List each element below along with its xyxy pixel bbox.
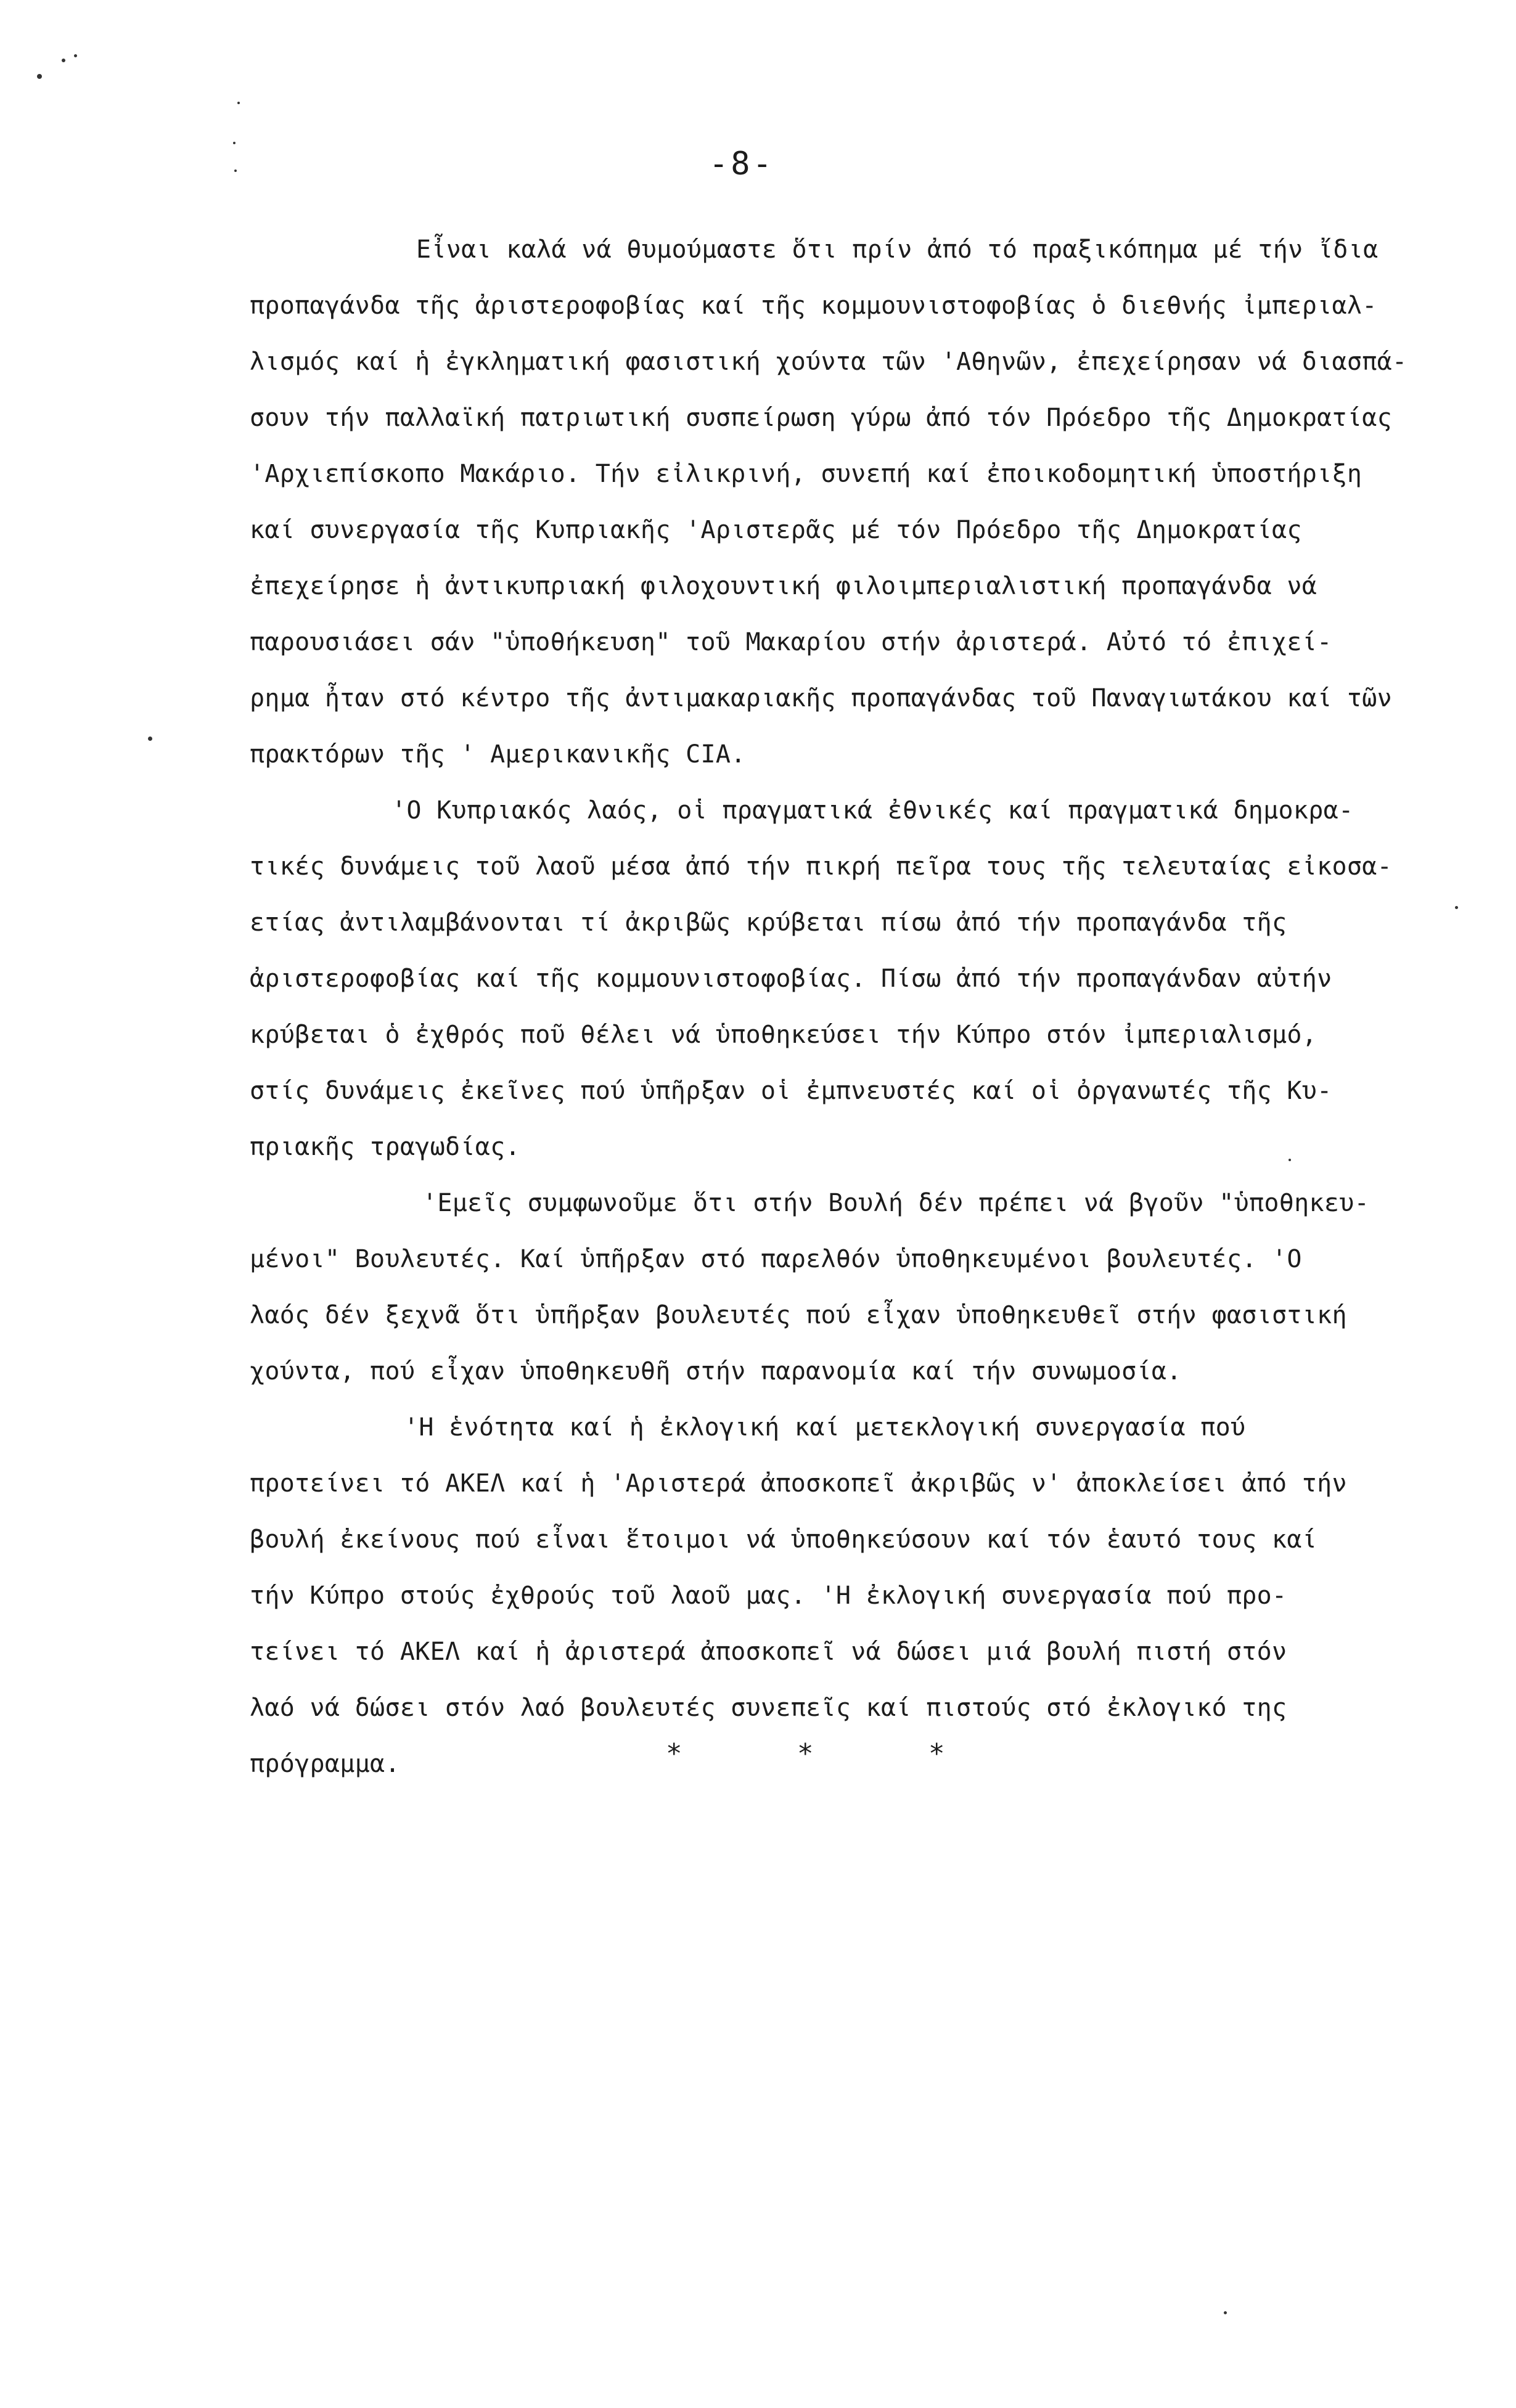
scan-speck [74,54,77,57]
document-body [250,222,1421,1792]
text-line: τείνει τό ΑΚΕΛ καί ἡ ἀριστερά ἀποσκοπεῖ νά δώσει μιά βουλή πιστή στόν [250,1638,1287,1666]
text-line: λαό νά δώσει στόν λαό βουλευτές συνεπεῖς καί πιστούς στό ἐκλογικό της [250,1694,1287,1722]
text-line: λισμός καί ἡ ἐγκληματική φασιστική χούντα τῶν 'Αθηνῶν, ἐπεχείρησαν νά διασπά- [250,348,1407,376]
text-line: ρημα ἦταν στό κέντρο τῆς ἀντιμακαριακῆς προπαγάνδας τοῦ Παναγιωτάκου καί τῶν [250,684,1393,712]
text-line: 'Εμεῖς συμφωνοῦμε ὅτι στήν Βουλή δέν πρέπει νά βγοῦν "ὑποθηκευ- [422,1189,1370,1217]
text-line: σουν τήν παλλαϊκή πατριωτική συσπείρωση γύρω ἀπό τόν Πρόεδρο τῆς Δημοκρατίας [250,404,1393,432]
text-line: ἀριστεροφοβίας καί τῆς κομμουνιστοφοβίας. Πίσω ἀπό τήν προπαγάνδαν αὐτήν [250,965,1332,993]
text-line: κρύβεται ὁ ἐχθρός ποῦ θέλει νά ὑποθηκεύσει τήν Κύπρο στόν ἰμπεριαλισμό, [250,1021,1317,1049]
text-line: μένοι" Βουλευτές. Καί ὑπῆρξαν στό παρελθόν ὑποθηκευμένοι βουλευτές. 'Ο [250,1245,1302,1273]
text-line: προτείνει τό ΑΚΕΛ καί ἡ 'Αριστερά ἀποσκοπεῖ ἀκριβῶς ν' ἀποκλείσει ἀπό τήν [250,1469,1347,1498]
text-line: στίς δυνάμεις ἐκεῖνες πού ὑπῆρξαν οἱ ἐμπνευστές καί οἱ ὀργανωτές τῆς Κυ- [250,1077,1332,1105]
page-number: -8- [709,145,774,182]
text-line: ετίας ἀντιλαμβάνονται τί ἀκριβῶς κρύβεται πίσω ἀπό τήν προπαγάνδα τῆς [250,908,1287,937]
scan-speck [148,737,152,741]
paragraph-1 [250,222,1421,783]
text-line: 'Η ἑνότητα καί ἡ ἐκλογική καί μετεκλογική συνεργασία πού [404,1413,1246,1442]
text-line: ἐπεχείρησε ἡ ἀντικυπριακή φιλοχουντική φιλοιμπεριαλιστική προπαγάνδα νά [250,572,1317,600]
text-line: χούντα, πού εἶχαν ὑποθηκευθῆ στήν παρανομία καί τήν συνωμοσία. [250,1357,1182,1386]
scan-speck [1224,2311,1227,2314]
text-line: τικές δυνάμεις τοῦ λαοῦ μέσα ἀπό τήν πικρή πεῖρα τους τῆς τελευταίας εἰκοσα- [250,852,1393,881]
text-line: πριακῆς τραγωδίας. [250,1133,520,1161]
scan-speck [237,102,240,104]
scan-speck [233,142,236,144]
scan-speck [62,59,65,62]
paragraph-2 [250,783,1421,1175]
paragraph-4 [250,1400,1421,1792]
scan-speck [1289,1159,1291,1161]
scan-speck [1455,906,1458,909]
text-line: 'Ο Κυπριακός λαός, οἱ πραγματικά ἐθνικές καί πραγματικά δημοκρα- [391,796,1354,825]
text-line: πρόγραμμα. [250,1750,400,1778]
text-line: παρουσιάσει σάν "ὑποθήκευση" τοῦ Μακαρίου στήν ἀριστερά. Αὐτό τό ἐπιχεί- [250,628,1332,656]
section-separator: * * * [666,1738,994,1769]
scan-speck [234,169,237,172]
paragraph-3 [250,1175,1421,1400]
text-line: 'Αρχιεπίσκοπο Μακάριο. Τήν εἰλικρινή, συνεπή καί ἐποικοδομητική ὑποστήριξη [250,460,1362,488]
text-line: λαός δέν ξεχνᾶ ὅτι ὑπῆρξαν βουλευτές πού εἶχαν ὑποθηκευθεῖ στήν φασιστική [250,1301,1347,1329]
text-line: τήν Κύπρο στούς ἐχθρούς τοῦ λαοῦ μας. 'Η ἐκλογική συνεργασία πού προ- [250,1582,1287,1610]
text-line: καί συνεργασία τῆς Κυπριακῆς 'Αριστερᾶς μέ τόν Πρόεδρο τῆς Δημοκρατίας [250,516,1302,544]
text-line: βουλή ἐκείνους πού εἶναι ἕτοιμοι νά ὑποθηκεύσουν καί τόν ἑαυτό τους καί [250,1525,1317,1554]
scan-speck [37,74,42,79]
text-line: πρακτόρων τῆς ' Αμερικανικῆς CIA. [250,740,746,769]
text-line: Εἶναι καλά νά θυμούμαστε ὅτι πρίν ἀπό τό πραξικόπημα μέ τήν ἴδια [416,235,1379,264]
text-line: προπαγάνδα τῆς ἀριστεροφοβίας καί τῆς κομμουνιστοφοβίας ὁ διεθνής ἰμπεριαλ- [250,292,1377,320]
